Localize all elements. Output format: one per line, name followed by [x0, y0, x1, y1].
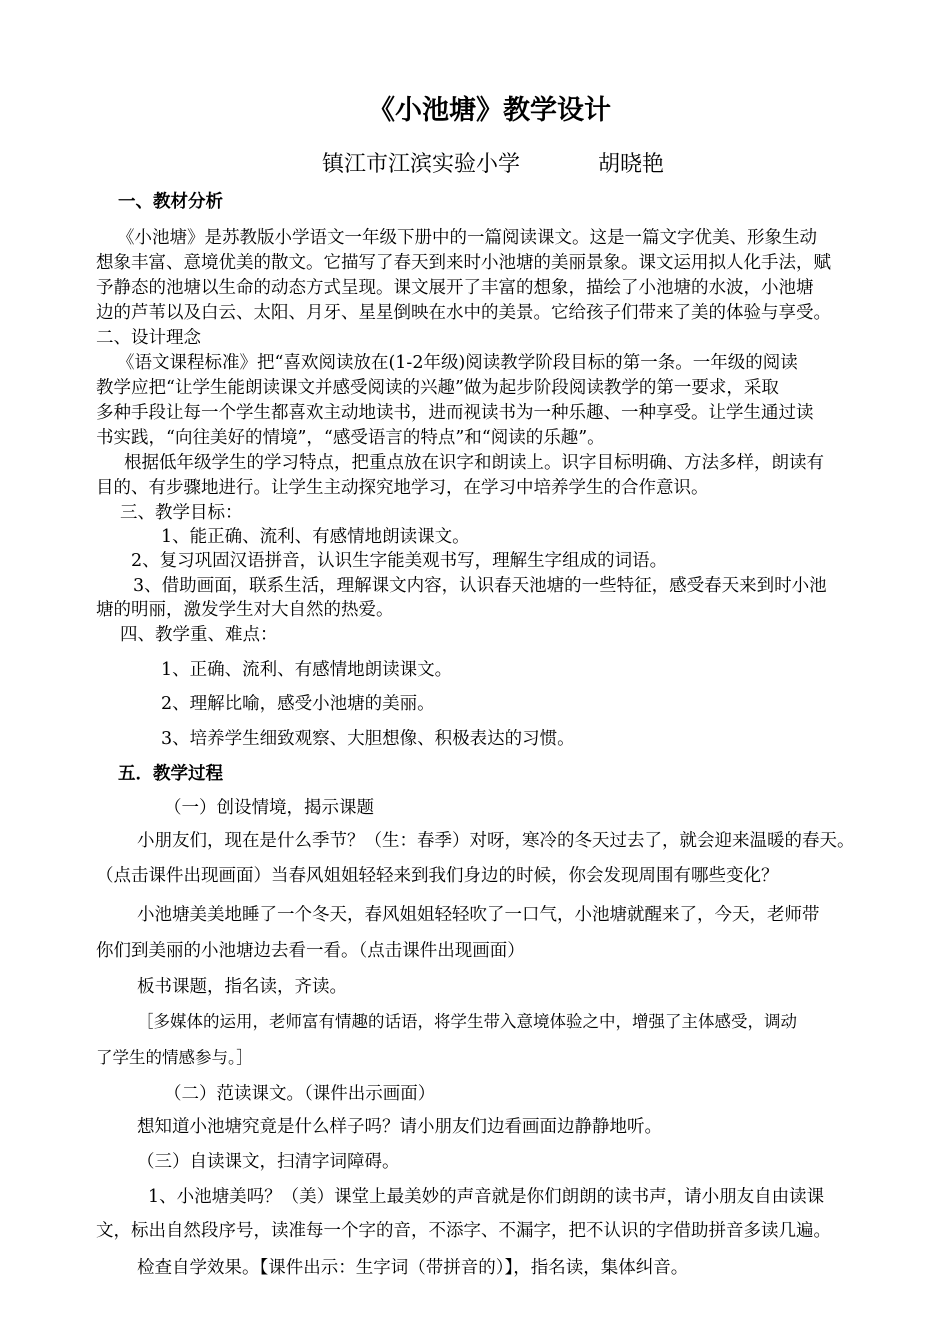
paragraph-line: 想知道小池塘究竟是什么样子吗？请小朋友们边看画面边静静地听。 — [137, 1117, 662, 1137]
section-heading-concept: 二、设计理念 — [96, 328, 201, 348]
school-name: 镇江市江滨实验小学 — [322, 152, 521, 177]
paragraph-line: 书实践，“向往美好的情境”，“感受语言的特点”和“阅读的乐趣”。 — [96, 428, 605, 448]
comment-line: ［多媒体的运用，老师富有情趣的话语，将学生带入意境体验之中，增强了主体感受，调动 — [137, 1012, 797, 1031]
list-item: 2、理解比喻，感受小池塘的美丽。 — [161, 694, 435, 714]
list-item: 3、培养学生细致观察、大胆想像、积极表达的习惯。 — [161, 729, 575, 749]
list-item: 1、正确、流利、有感情地朗读课文。 — [161, 660, 453, 680]
author-name: 胡晓艳 — [598, 152, 665, 177]
paragraph-line: 《小池塘》是苏教版小学语文一年级下册中的一篇阅读课文。这是一篇文字优美、形象生动 — [117, 228, 817, 248]
subsection-heading: （三）自读课文，扫清字词障碍。 — [137, 1152, 400, 1172]
paragraph-line: 根据低年级学生的学习特点，把重点放在识字和朗读上。识字目标明确、方法多样，朗读有 — [124, 453, 824, 473]
list-item: 1、能正确、流利、有感情地朗读课文。 — [161, 527, 470, 547]
section-heading-goals: 三、教学目标： — [120, 503, 243, 523]
document-title: 《小池塘》教学设计 — [368, 95, 611, 126]
paragraph-line: 目的、有步骤地进行。让学生主动探究地学习，在学习中培养学生的合作意识。 — [96, 478, 709, 498]
section-heading-key-points: 四、教学重、难点： — [120, 625, 278, 645]
paragraph-line: 你们到美丽的小池塘边去看一看。（点击课件出现画面） — [96, 941, 525, 961]
paragraph-line: 想象丰富、意境优美的散文。它描写了春天到来时小池塘的美丽景象。课文运用拟人化手法，赋 — [96, 253, 831, 273]
paragraph-line: 教学应把“让学生能朗读课文并感受阅读的兴趣”做为起步阶段阅读教学的第一要求，采取 — [96, 378, 779, 398]
paragraph-line: 予静态的池塘以生命的动态方式呈现。课文展开了丰富的想象，描绘了小池塘的水波，小池塘 — [96, 278, 814, 298]
list-item: 2、复习巩固汉语拼音，认识生字能美观书写，理解生字组成的词语。 — [131, 551, 668, 571]
paragraph-line: （点击课件出现画面）当春风姐姐轻轻来到我们身边的时候，你会发现周围有哪些变化？ — [96, 866, 779, 886]
paragraph-line: 1、小池塘美吗？（美）课堂上最美妙的声音就是你们朗朗的读书声，请小朋友自由读课 — [148, 1187, 825, 1207]
list-item: 3、借助画面，联系生活，理解课文内容，认识春天池塘的一些特征，感受春天来到时小池 — [133, 576, 827, 596]
paragraph-line: 边的芦苇以及白云、太阳、月牙、星星倒映在水中的美景。它给孩子们带来了美的体验与享受。 — [96, 303, 831, 323]
subsection-heading: （二）范读课文。（课件出示画面） — [164, 1084, 436, 1104]
paragraph-line: 小池塘美美地睡了一个冬天，春风姐姐轻轻吹了一口气，小池塘就醒来了，今天，老师带 — [137, 905, 820, 925]
paragraph-line: 检查自学效果。【课件出示：生字词（带拼音的）】，指名读，集体纠音。 — [137, 1258, 689, 1278]
section-heading-process: 五．教学过程 — [118, 764, 223, 784]
paragraph-line: 多种手段让每一个学生都喜欢主动地读书，进而视读书为一种乐趣、一种享受。让学生通过读 — [96, 403, 814, 423]
section-heading-analysis: 一、教材分析 — [118, 192, 223, 212]
paragraph-line: 塘的明丽，激发学生对大自然的热爱。 — [96, 600, 394, 620]
paragraph-line: 小朋友们，现在是什么季节？（生：春季）对呀，寒冷的冬天过去了，就会迎来温暖的春天。 — [137, 831, 855, 851]
comment-line: 了学生的情感参与。］ — [96, 1048, 253, 1067]
subsection-heading: （一）创设情境，揭示课题 — [164, 798, 374, 818]
paragraph-line: 板书课题，指名读，齐读。 — [137, 977, 347, 997]
paragraph-line: 《语文课程标准》把“喜欢阅读放在(1-2年级)阅读教学阶段目标的第一条。一年级的阅读 — [117, 353, 798, 373]
paragraph-line: 文，标出自然段序号，读准每一个字的音，不添字、不漏字，把不认识的字借助拼音多读几遍。 — [96, 1221, 831, 1241]
